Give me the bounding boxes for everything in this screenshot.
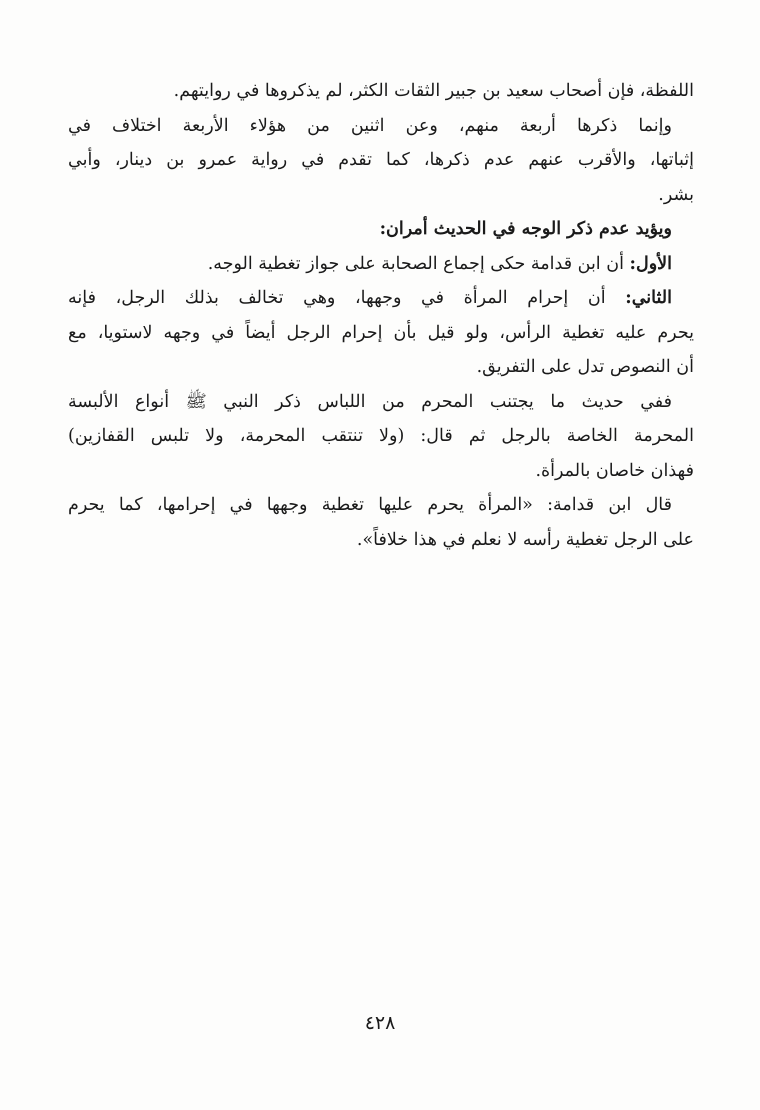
paragraph-line: أن النصوص تدل على التفريق. (476, 357, 694, 377)
paragraph-line: المحرمة الخاصة بالرجل ثم قال: (ولا تنتقب المحرمة، ولا تلبس القفازين) (68, 426, 694, 446)
point-label: الأول: (629, 253, 672, 274)
paragraph-line: إثباتها، والأقرب عنهم عدم ذكرها، كما تقدم في رواية عمرو بن دينار، وأبي (68, 150, 694, 170)
point-label: الثاني: (625, 288, 672, 308)
quote-line: قال ابن قدامة: «المرأة يحرم عليها تغطية وجهها في إحرامها، كما يحرم (68, 495, 672, 515)
point-first (68, 247, 694, 282)
paragraph-line: يحرم عليه تغطية الرأس، ولو قيل بأن إحرام الرجل أيضاً في وجهه لاستويا، مع (68, 322, 694, 343)
paragraph-line: وإنما ذكرها أربعة منهم، وعن اثنين من هؤلاء الأربعة اختلاف في (68, 115, 672, 136)
quote-line: على الرجل تغطية رأسه لا نعلم في هذا خلافاً». (356, 529, 694, 550)
point-text: أن ابن قدامة حكى إجماع الصحابة على جواز تغطية الوجه. (207, 253, 624, 274)
body-text (68, 74, 694, 557)
point-text: أن إحرام المرأة في وجهها، وهي تخالف بذلك الرجل، فإنه (68, 288, 606, 308)
point-second (68, 281, 694, 316)
paragraph-line: بشر. (658, 184, 694, 205)
paragraph-line: ففي حديث ما يجتنب المحرم من اللباس ذكر النبي ﷺ أنواع الألبسة (68, 391, 672, 412)
paragraph-line: اللفظة، فإن أصحاب سعيد بن جبير الثقات الكثر، لم يذكروها في روايتهم. (173, 81, 694, 101)
page-number: ٤٢٨ (364, 1012, 396, 1034)
section-heading: ويؤيد عدم ذكر الوجه في الحديث أمران: (379, 219, 672, 239)
paragraph-line: فهذان خاصان بالمرأة. (535, 460, 694, 481)
